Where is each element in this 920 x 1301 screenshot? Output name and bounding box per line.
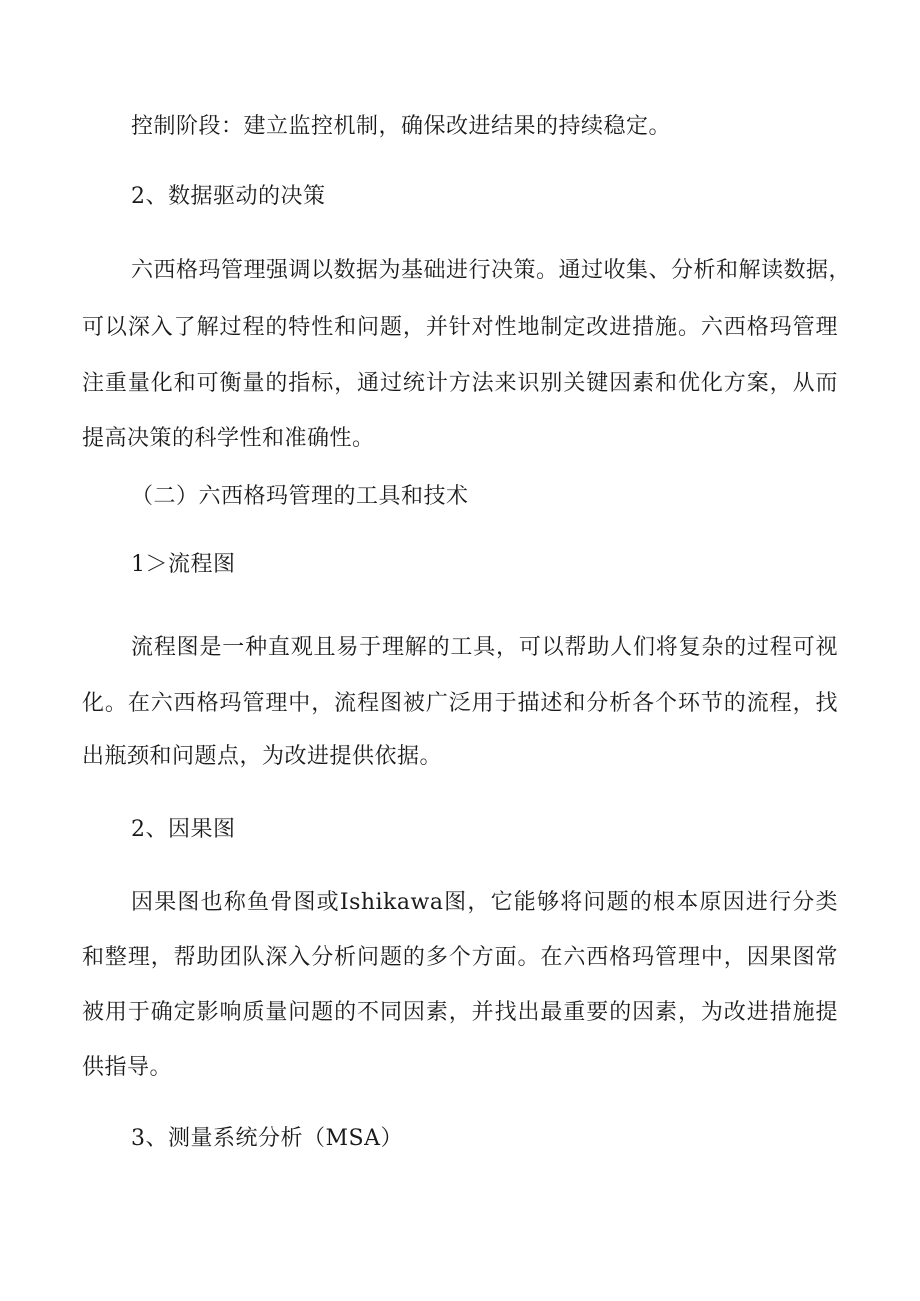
heading-cause-effect: 2、因果图: [131, 817, 236, 842]
flowchart-line-3: 出瓶颈和问题点，为改进提供依据。: [82, 744, 443, 769]
section-heading-tools: （二）六西格玛管理的工具和技术: [131, 484, 469, 509]
data-driven-line-3: 注重量化和可衡量的指标，通过统计方法来识别关键因素和优化方案，从而: [82, 371, 838, 396]
heading-msa: 3、测量系统分析（MSA）: [131, 1126, 403, 1151]
heading-data-driven: 2、数据驱动的决策: [131, 184, 326, 209]
data-driven-line-1: 六西格玛管理强调以数据为基础进行决策。通过收集、分析和解读数据，: [131, 258, 852, 283]
data-driven-line-4: 提高决策的科学性和准确性。: [82, 426, 375, 451]
heading-flowchart: 1＞流程图: [131, 552, 236, 577]
cause-effect-line-2: 和整理，帮助团队深入分析问题的多个方面。在六西格玛管理中，因果图常: [82, 945, 838, 970]
cause-effect-line-1: 因果图也称鱼骨图或Ishikawa图，它能够将问题的根本原因进行分类: [131, 890, 838, 915]
data-driven-line-2: 可以深入了解过程的特性和问题，并针对性地制定改进措施。六西格玛管理: [82, 315, 838, 340]
flowchart-line-2: 化。在六西格玛管理中，流程图被广泛用于描述和分析各个环节的流程，找: [82, 691, 838, 716]
control-stage-text: 控制阶段：建立监控机制，确保改进结果的持续稳定。: [131, 114, 672, 139]
flowchart-line-1: 流程图是一种直观且易于理解的工具，可以帮助人们将复杂的过程可视: [131, 635, 838, 660]
cause-effect-line-4: 供指导。: [82, 1055, 173, 1080]
cause-effect-line-3: 被用于确定影响质量问题的不同因素，并找出最重要的因素，为改进措施提: [82, 1000, 838, 1025]
